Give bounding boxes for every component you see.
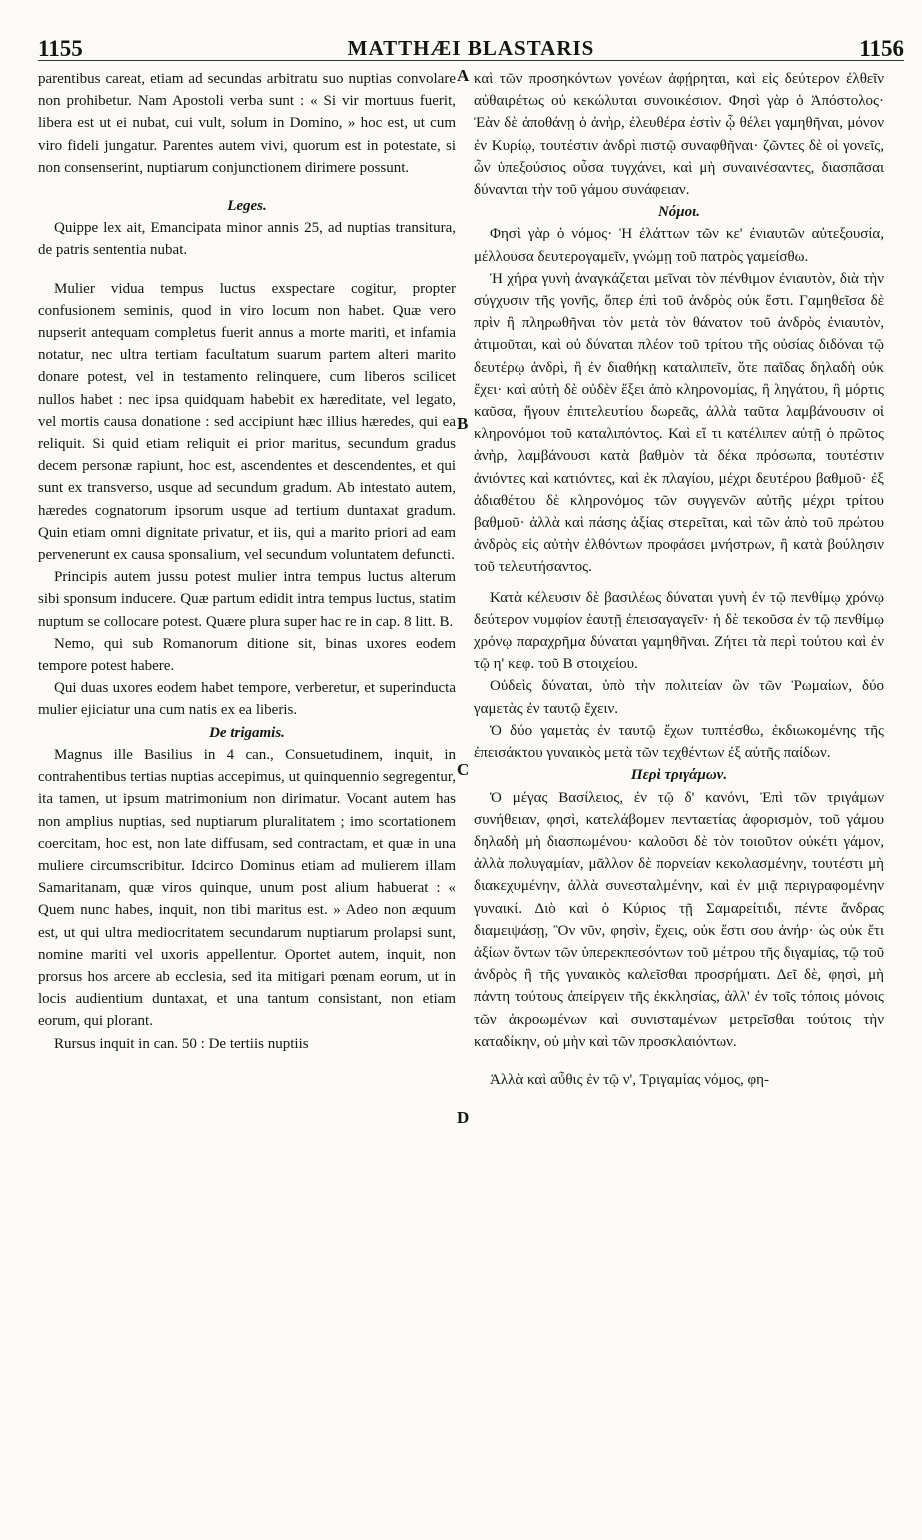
- greek-paragraph: Κατὰ κέλευσιν δὲ βασιλέως δύναται γυνὴ ἐν τῷ πενθίμῳ χρόνῳ δεύτερον νυμφίον ἑαυτῇ ἐπεισαγαγεῖν· ἡ δὲ τεκοῦσα ἐν τῷ πενθίμῳ χρόνῳ παραχρῆμα δύναται γαμηθῆναι. Ζήτει τὰ περὶ τούτου καὶ ἐν τῷ η' κεφ. τοῦ Β στοιχείου.: [474, 589, 884, 673]
- latin-paragraph: parentibus careat, etiam ad secundas arbitratu suo nuptias convolare non prohibetur. Nam Apostoli verba sunt : « Si vir mortuus fuerit, libera est ut ei nubat, cui vult, solum in Domino, » hoc est, ut cum viro fideli jungatur. Parentes autem vivi, quorum est in potestate, si non consenserint, nuptiarum conjunctionem dirimere possunt.: [38, 71, 456, 176]
- latin-paragraph: Rursus inquit in can. 50 : De tertiis nuptiis: [54, 1035, 309, 1052]
- greek-paragraph: Φησὶ γὰρ ὁ νόμος· Ἡ ἐλάττων τῶν κε' ἐνιαυτῶν αὐτεξουσία, μέλλουσα δευτερογαμεῖν, γνώμῃ τοῦ πατρὸς γαμείσθω.: [474, 226, 884, 265]
- section-heading-trigamon: Περὶ τριγάμων.: [630, 767, 728, 784]
- page-header: [38, 36, 904, 66]
- margin-letter-c: C: [457, 760, 470, 779]
- section-heading-leges: Leges.: [227, 198, 267, 215]
- greek-paragraph: Ὁ δύο γαμετὰς ἐν ταυτῷ ἔχων τυπτέσθω, ἐκδιωκομένης τῆς ἐπεισάκτου γυναικὸς μετὰ τῶν τεχθέντων ἐξ αὐτῆς παίδων.: [474, 722, 884, 762]
- header-rule: [38, 60, 904, 61]
- section-heading-trigamis: De trigamis.: [209, 724, 285, 741]
- greek-paragraph: Ἡ χήρα γυνὴ ἀναγκάζεται μεῖναι τὸν πένθιμον ἐνιαυτὸν, διὰ τὴν σύγχυσιν τῆς γονῆς, ὅπερ ἐπὶ τοῦ ἀνδρὸς οὐκ ἔστι. Γαμηθεῖσα δὲ πρὶν ἢ πληρωθῆναι τὸν μετὰ τὸν θάνατον τοῦ ἀνδρὸς ἐνιαυτὸν, ἀτιμοῦται, καὶ οὐ δύναται πλέον τοῦ τρίτου τῆς οὐσίας διδόναι τῷ δευτέρῳ ἀνδρὶ, ἢ ἐν διαθήκῃ καταλιπεῖν, ὅτε παῖδας δηλαδὴ οὐκ ἔχει· καὶ αὐτὴ δὲ οὐδὲν ἕξει ἀπὸ κληρονομίας, ἢ ληγάτου, ἢ μόρτις καῦσα, ἤγουν ἐπιτελευτίου δωρεᾶς, ἀλλὰ ταῦτα λαμβάνουσιν οἱ κληρονόμοι τοῦ καταλιπόντος. Καὶ εἴ τι κατέλιπεν αὐτῇ ὁ πρῶτος ἀνὴρ, λαμβάνουσι κατὰ βαθμὸν τὰ δέκα πρόσωπα, τουτέστιν ἀνιόντες καὶ κατιόντες, καὶ ἐκ πλαγίου, μέχρι δευτέρου βαθμοῦ· ἐξ ἀδιαθέτου δὲ κληρονόμος τῶν συγγενῶν αὐτῆς μέχρι τρίτου βαθμοῦ· ἀλλὰ καὶ πάσης ἀξίας στερεῖται, καὶ τῶν ἀπὸ τοῦ πρώτου ἀνδρὸς εἰς αὐτὴν ἐλθόντων προφάσει μνήστρων, ἢ κατὰ βούλησιν τοῦ τελευτήσαντος.: [474, 270, 884, 576]
- right-page-number: 1156: [859, 36, 904, 61]
- greek-paragraph: Οὐδεὶς δύναται, ὑπὸ τὴν πολιτείαν ὢν τῶν Ῥωμαίων, δύο γαμετὰς ἐν ταυτῷ ἔχειν.: [474, 678, 884, 717]
- margin-letter-b: B: [457, 414, 469, 433]
- latin-column: [38, 68, 456, 1055]
- greek-paragraph: Ὁ μέγας Βασίλειος, ἐν τῷ δ' κανόνι, Ἐπὶ τῶν τριγάμων συνήθειαν, φησὶ, κατελάβομεν πενταετίας ἀφορισμὸν, τοῦ γάμου δηλαδὴ μὴ διασπωμένου· καλοῦσι δὲ τὸν τοιοῦτον οὐκέτι γάμον, ἀλλὰ πολυγαμίαν, μᾶλλον δὲ πορνείαν κεκολασμένην, τουτέστι μὴ διακεχυμένην, ἀλλὰ συνεσταλμένην, καὶ ἐν μιᾷ περιγραφομένην γυναικί. Διὸ καὶ ὁ Κύριος τῇ Σαμαρείτιδι, πέντε ἄνδρας διαμειψάσῃ, Ὃν νῦν, φησὶν, ἔχεις, οὐκ ἔστι σου ἀνήρ· ὡς οὐκ ἔτι ἀξίων ὄντων τῶν ὑπερεκπεσόντων τοῦ μέτρου τῆς διγαμίας, τῷ τοῦ ἀνδρὸς ἢ τῆς γυναικὸς καλεῖσθαι προσρήματι. Δεῖ δὲ, φησὶ, μὴ πάντη τούτους ἀπείργειν τῆς ἐκκλησίας, ἀλλ' ἐν τοῖς τόποις μόνοις τῶν ἀκροωμένων καὶ συνισταμένων μετρεῖσθαι τούτοις τὴν καταδίκην, οὐ μὴν καὶ τῶν προσκλαιόντων.: [474, 789, 884, 1050]
- latin-paragraph: Magnus ille Basilius in 4 can., Consuetudinem, inquit, in contrahentibus tertias nuptias accepimus, ut quinquennio segregentur, ita tamen, ut ipsum matrimonium non dirimatur. Vocant autem has non amplius nuptias, sed nuptiarum pluralitatem ; imo scortationem coercitam, hoc est, non late diffusam, sed contractam, et quæ in una muliere circumscribitur. Idcirco Dominus etiam ad mulierem illam Samaritanam, quæ viros quinque, unum post alium habuerat : « Quem nunc habes, inquit, non tibi maritus est. » Adeo non æquum est, ut qui ultra mediocritatem secundarum nuptiarum prolapsi sunt, nomine mariti vel uxoris appellentur. Oportet autem, inquit, non prorsus hos arcere ab ecclesia, sed ita mitigari pœnam eorum, ut in locis audientium duntaxat, et una tantum consistant, non etiam eorum, qui plorant.: [38, 746, 456, 1030]
- left-page-number: 1155: [38, 36, 83, 61]
- latin-paragraph: Nemo, qui sub Romanorum ditione sit, binas uxores eodem tempore potest habere.: [38, 635, 456, 675]
- latin-paragraph: Mulier vidua tempus luctus exspectare cogitur, propter confusionem seminis, quod in viro locum non habet. Quæ vero nupserit antequam completus fuerit annus a morte mariti, et infamia notatur, nec ultra tertiam facultatum suarum partem alteri marito donare potest, vel in testamento relinquere, cum liberos scilicet nullos habet : nec ipsa quidquam habebit ex hæreditate, vel legato, vel mortis causa donatione : sed accipiunt hæc illius hæredes, qui ea reliquit. Si quid etiam reliquit ei prior maritus, secundum gradus decem personæ rapiunt, hoc est, ascendentes et descendentes, et qui sunt ex transverso, usque ad secundum gradum. Ab intestato autem, hæredes cognatorum ipsorum usque ad tertium duntaxat gradum. Quin etiam omni dignitate privatur, et iis, qui a marito priori ad eam pervenerunt ex causa sponsalium, vel secundum voluntatem defuncti.: [38, 280, 456, 564]
- latin-paragraph: Quippe lex ait, Emancipata minor annis 25, ad nuptias transitura, de patris sententia nubat.: [38, 220, 456, 259]
- greek-paragraph: Ἀλλὰ καὶ αὖθις ἐν τῷ ν', Τριγαμίας νόμος, φη-: [490, 1071, 770, 1088]
- margin-letter-a: A: [457, 66, 470, 85]
- latin-paragraph: Qui duas uxores eodem habet tempore, verberetur, et superinducta mulier ejiciatur una cum natis ex ea liberis.: [38, 680, 456, 719]
- running-title: MATTHÆI BLASTARIS: [347, 36, 595, 60]
- greek-paragraph: καὶ τῶν προσηκόντων γονέων ἀφῄρηται, καὶ εἰς δεύτερον ἐλθεῖν αὐθαιρέτως οὐ κεκώλυται συνοικέσιον. Φησὶ γὰρ ὁ Ἀπόστολος· Ἐὰν δὲ ἀποθάνῃ ὁ ἀνὴρ, ἐλευθέρα ἐστὶν ᾧ θέλει γαμηθῆναι, μόνον ἐν Κυρίῳ, τουτέστιν ἀνδρὶ πιστῷ συναφθῆναι· ζῶντες δὲ οἱ γονεῖς, ὧν ὑπεξούσιος οὖσα τυγχάνει, καὶ μὴ συναινέσαντες, διασπᾶσαι δύνανται τὴν τοῦ γάμου συνάφειαν.: [474, 71, 884, 199]
- latin-paragraph: Principis autem jussu potest mulier intra tempus luctus alterum sibi sponsum inducere. Quæ partum edidit intra tempus luctus, statim nuptum se collocare potest. Quære plura super hac re in cap. 8 litt. B.: [38, 569, 456, 630]
- section-heading-nomoi: Νόμοι.: [657, 204, 701, 221]
- margin-letter-d: D: [457, 1108, 470, 1127]
- greek-column: [474, 68, 884, 1091]
